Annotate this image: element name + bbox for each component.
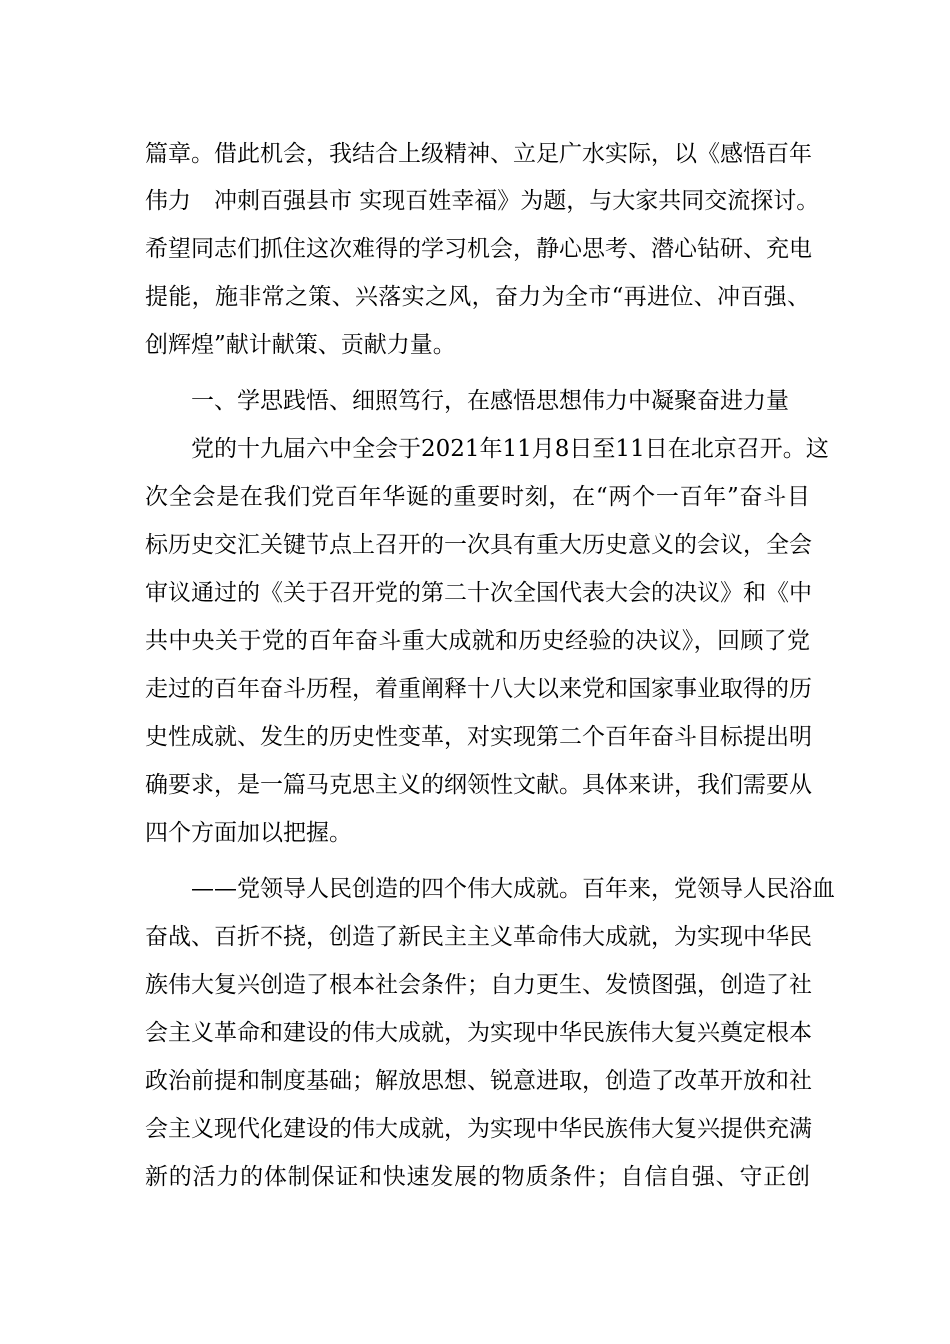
text-line: 审议通过的《关于召开党的第二十次全国代表大会的决议》和《中 — [145, 580, 812, 606]
text-line: 奋战、百折不挠，创造了新民主主义革命伟大成就，为实现中华民 — [145, 924, 812, 950]
text-line: 四个方面加以把握。 — [145, 820, 352, 846]
section-heading: 一、学思践悟、细照笃行，在感悟思想伟力中凝聚奋进力量 — [191, 388, 789, 414]
text-line: 希望同志们抓住这次难得的学习机会，静心思考、潜心钻研、充电 — [145, 236, 812, 262]
text-line: 提能，施非常之策、兴落实之风，奋力为全市“再进位、冲百强、 — [145, 284, 810, 310]
text-line: 确要求，是一篇马克思主义的纲领性文献。具体来讲，我们需要从 — [145, 772, 812, 798]
text-line: 族伟大复兴创造了根本社会条件；自力更生、发愤图强，创造了社 — [145, 972, 812, 998]
text-line: 新的活力的体制保证和快速发展的物质条件；自信自强、守正创 — [145, 1164, 810, 1190]
text-line: 创辉煌”献计献策、贡献力量。 — [145, 332, 456, 358]
text-line: 党的十九届六中全会于2021年11月8日至11日在北京召开。这 — [191, 436, 829, 462]
text-line: 会主义革命和建设的伟大成就，为实现中华民族伟大复兴奠定根本 — [145, 1020, 812, 1046]
text-line: 标历史交汇关键节点上召开的一次具有重大历史意义的会议，全会 — [145, 532, 812, 558]
text-line: 走过的百年奋斗历程，着重阐释十八大以来党和国家事业取得的历 — [145, 676, 812, 702]
text-line: 会主义现代化建设的伟大成就，为实现中华民族伟大复兴提供充满 — [145, 1116, 812, 1142]
text-line: ——党领导人民创造的四个伟大成就。百年来，党领导人民浴血 — [191, 876, 835, 902]
text-line: 伟力 冲刺百强县市 实现百姓幸福》为题，与大家共同交流探讨。 — [145, 188, 820, 214]
text-line: 次全会是在我们党百年华诞的重要时刻，在“两个一百年”奋斗目 — [145, 484, 810, 510]
text-line: 篇章。借此机会，我结合上级精神、立足广水实际，以《感悟百年 — [145, 141, 812, 167]
text-line: 共中央关于党的百年奋斗重大成就和历史经验的决议》，回顾了党 — [145, 628, 810, 654]
text-line: 史性成就、发生的历史性变革，对实现第二个百年奋斗目标提出明 — [145, 724, 812, 750]
text-line: 政治前提和制度基础；解放思想、锐意进取，创造了改革开放和社 — [145, 1068, 812, 1094]
